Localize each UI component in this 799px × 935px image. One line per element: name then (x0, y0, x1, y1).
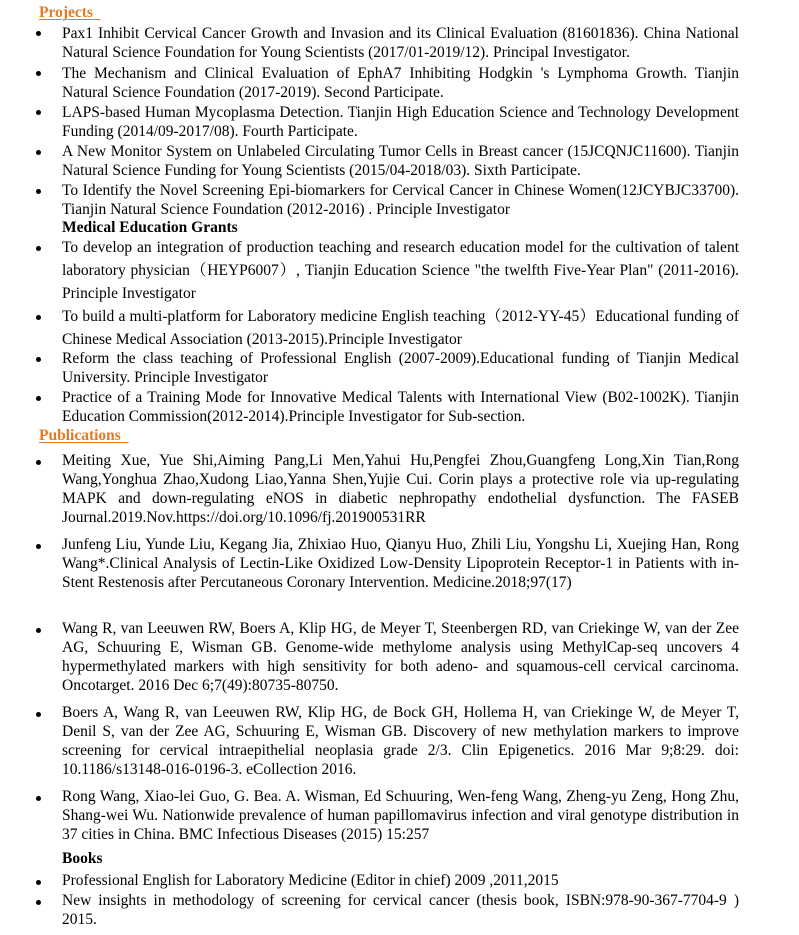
publication-item-4: Boers A, Wang R, van Leeuwen RW, Klip HG, de Bock GH, Hollema H, van Criekinge W, de Meyer T, Denil S, van der Zee AG, Schuuring E, Wisman GB. Discovery of new methylation markers to improve screening for cervical intraepithelial neoplasia grade 2/3. Clin Epigenetics. 2016 Mar 9;8:29. doi: 10.1186/s13148-016-0196-3. eCollection 2016. (62, 704, 739, 778)
projects-heading: Projects (39, 4, 101, 21)
bullet-icon (35, 109, 43, 117)
medical-education-grants-heading: Medical Education Grants (62, 219, 238, 236)
grant-item-4: Practice of a Training Mode for Innovative Medical Talents with International View (B02-1002K). Tianjin Education Commission(2012-2014).Principle Investigator for Sub-section. (62, 389, 739, 425)
project-item-4: A New Monitor System on Unlabeled Circulating Tumor Cells in Breast cancer (15JCQNJC11600). Tianjin Natural Science Funding for Young Scientists (2015/04-2018/03). Sixth Participate. (62, 143, 739, 179)
bullet-icon (35, 899, 43, 907)
bullet-icon (35, 356, 43, 364)
publication-item-5: Rong Wang, Xiao-lei Guo, G. Bea. A. Wisman, Ed Schuuring, Wen-feng Wang, Zheng-yu Zeng, Hong Zhu, Shang-wei Wu. Nationwide prevalence of human papillomavirus infection and viral genotype distribution in 37 cities in China. BMC Infectious Diseases (2015) 15:257 (62, 788, 739, 843)
bullet-icon (35, 879, 43, 887)
publication-item-1: Meiting Xue, Yue Shi,Aiming Pang,Li Men,Yahui Hu,Pengfei Zhou,Guangfeng Long,Xin Tian,Rong Wang,Yonghua Zhao,Xudong Liao,Yanna Shen,Yujie Cui. Corin plays a protective role via up-regulating MAPK and down-regulating eNOS in diabetic nephropathy endothelial dysfunction. The FASEB Journal.2019.Nov.https://doi.org/10.1096/fj.201900531RR (62, 452, 739, 526)
project-item-3: LAPS-based Human Mycoplasma Detection. Tianjin High Education Science and Technology Development Funding (2014/09-2017/08). Fourth Participate. (62, 104, 739, 140)
books-heading: Books (62, 850, 103, 867)
bullet-icon (35, 245, 43, 253)
bullet-icon (35, 459, 43, 467)
bullet-icon (35, 70, 43, 78)
project-item-5: To Identify the Novel Screening Epi-biomarkers for Cervical Cancer in Chinese Women(12JCYBJC33700). Tianjin Natural Science Foundation (2012-2016) . Principle Investigator (62, 182, 739, 218)
bullet-icon (35, 795, 43, 803)
book-item-2: New insights in methodology of screening for cervical cancer (thesis book, ISBN:978-90-367-7704-9 ) 2015. (62, 892, 739, 928)
bullet-icon (35, 711, 43, 719)
bullet-icon (35, 627, 43, 635)
grant-item-2: To build a multi-platform for Laboratory medicine English teaching（2012-YY-45）Educational funding of Chinese Medical Association (2013-2015).Principle Investigator (62, 308, 739, 348)
publication-item-2: Junfeng Liu, Yunde Liu, Kegang Jia, Zhixiao Huo, Qianyu Huo, Zhili Liu, Yongshu Li, Xuejing Han, Rong Wang*.Clinical Analysis of Lectin-Like Oxidized Low-Density Lipoprotein Receptor-1 in Patients with in-Stent Restenosis after Percutaneous Coronary Intervention. Medicine.2018;97(17) (62, 536, 739, 591)
bullet-icon (35, 395, 43, 403)
grant-item-1: To develop an integration of production teaching and research education model for the cultivation of talent laboratory physician（HEYP6007）, Tianjin Education Science "the twelfth Five-Year Plan" (2011-2016). Principle Investigator (62, 239, 739, 302)
grant-item-3: Reform the class teaching of Professional English (2007-2009).Educational funding of Tianjin Medical University. Principle Investigator (62, 350, 739, 386)
publication-item-3: Wang R, van Leeuwen RW, Boers A, Klip HG, de Meyer T, Steenbergen RD, van Criekinge W, van der Zee AG, Schuuring E, Wisman GB. Genome-wide methylome analysis using MethylCap-seq uncovers 4 hypermethylated markers with high sensitivity for both adeno- and squamous-cell cervical carcinoma. Oncotarget. 2016 Dec 6;7(49):80735-80750. (62, 620, 739, 694)
bullet-icon (35, 188, 43, 196)
project-item-2: The Mechanism and Clinical Evaluation of EphA7 Inhibiting Hodgkin 's Lymphoma Growth. Tianjin Natural Science Foundation (2017-2019). Second Participate. (62, 65, 739, 101)
bullet-icon (35, 149, 43, 157)
publications-heading: Publications (39, 427, 129, 444)
bullet-icon (35, 543, 43, 551)
book-item-1: Professional English for Laboratory Medicine (Editor in chief) 2009 ,2011,2015 (62, 872, 559, 889)
bullet-icon (35, 314, 43, 322)
project-item-1: Pax1 Inhibit Cervical Cancer Growth and Invasion and its Clinical Evaluation (81601836). China National Natural Science Foundation for Young Scientists (2017/01-2019/12). Principal Investigator. (62, 25, 739, 61)
bullet-icon (35, 30, 43, 38)
